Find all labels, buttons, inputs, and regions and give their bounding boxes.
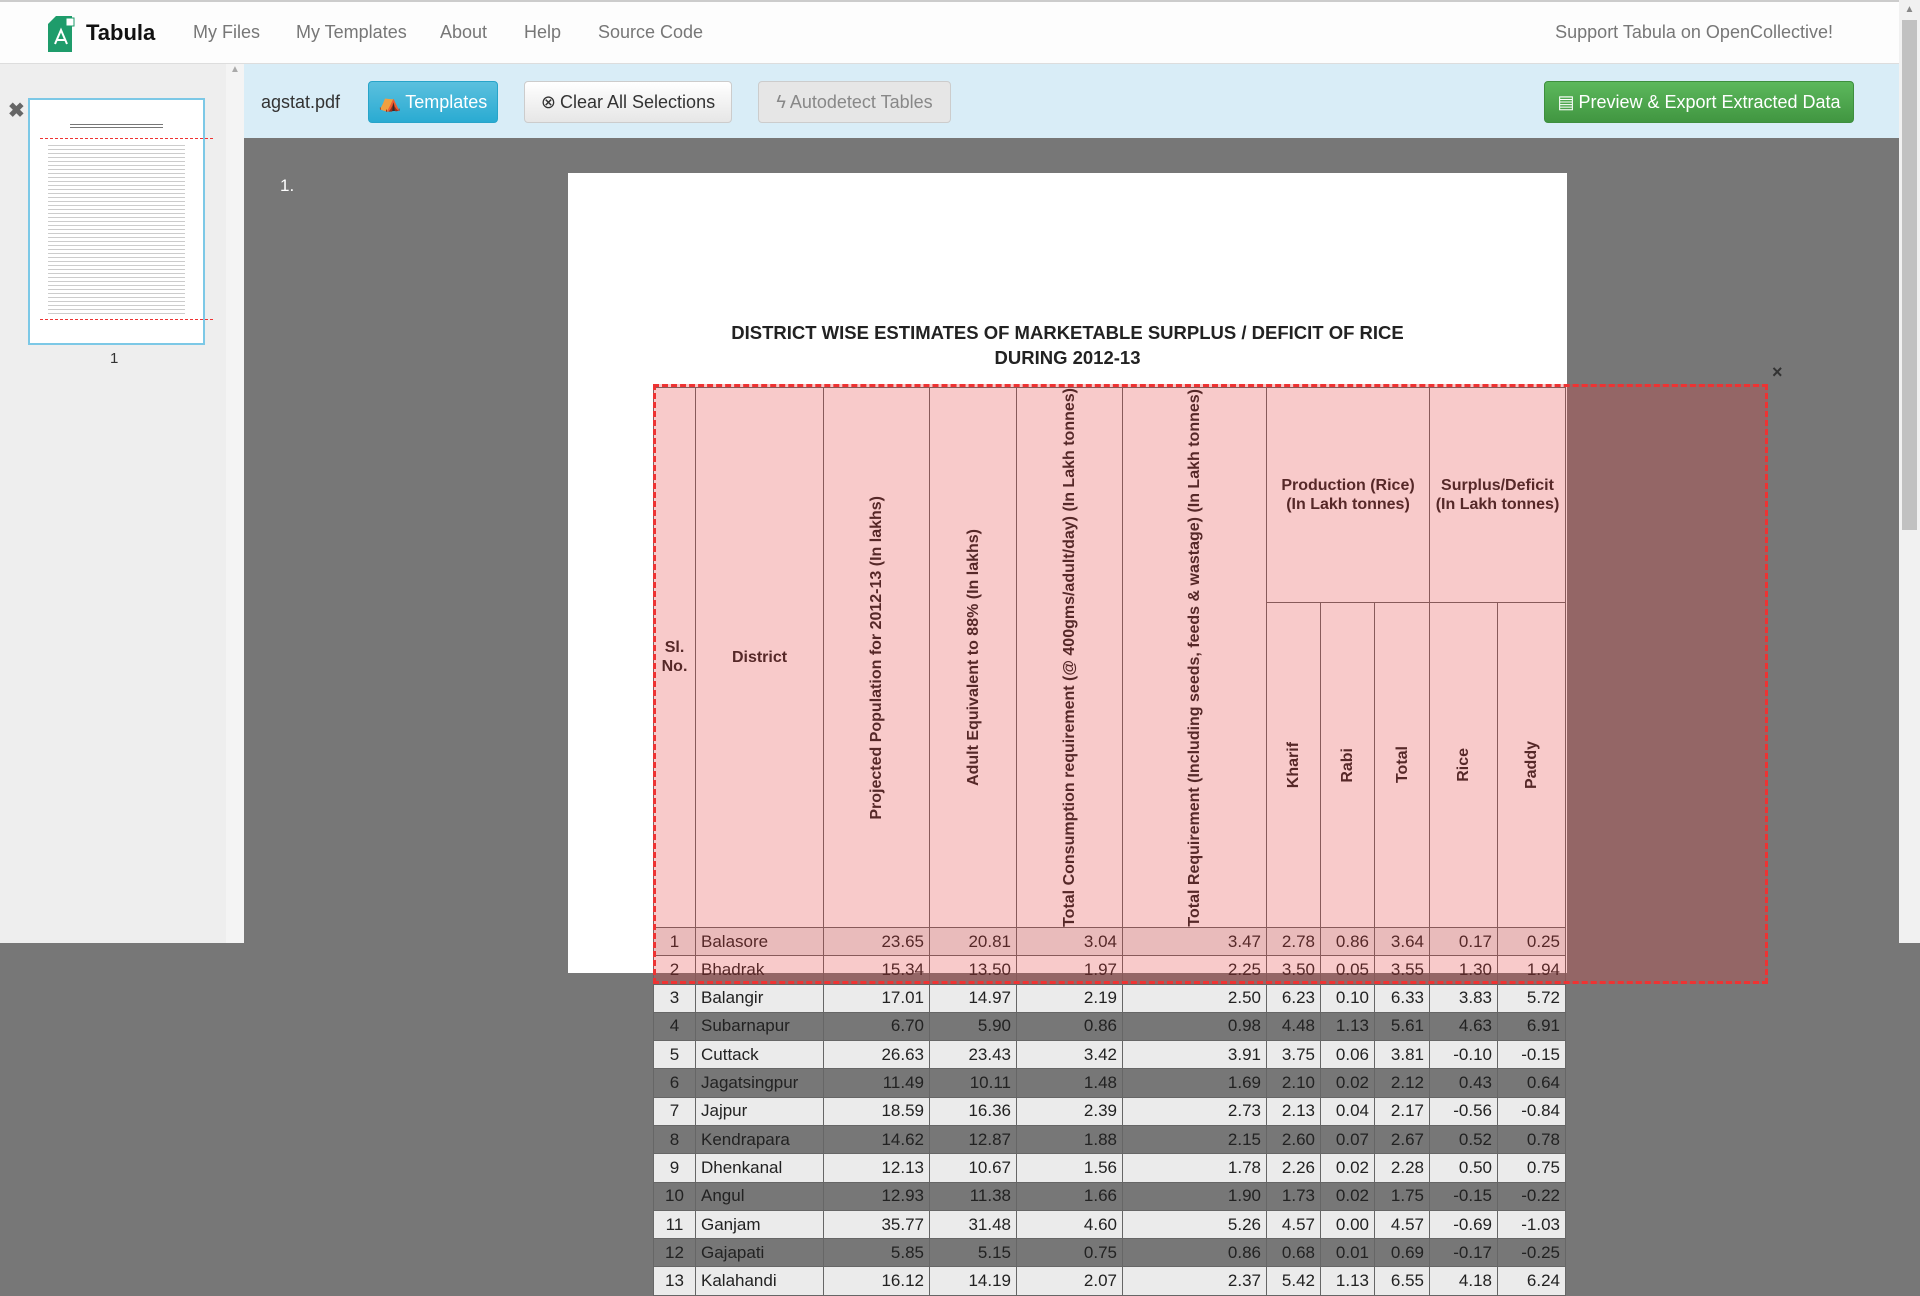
cell-sl: 11 xyxy=(654,1210,696,1238)
cell-sl: 10 xyxy=(654,1182,696,1210)
cell-value: 2.10 xyxy=(1267,1069,1321,1097)
cell-value: -0.15 xyxy=(1498,1041,1566,1069)
cell-sl: 2 xyxy=(654,956,696,984)
page-thumbnail[interactable] xyxy=(28,98,205,345)
cell-value: 14.97 xyxy=(930,984,1017,1012)
cell-district: Kalahandi xyxy=(696,1267,824,1295)
cell-value: 0.64 xyxy=(1498,1069,1566,1097)
autodetect-label: Autodetect Tables xyxy=(789,91,933,112)
cell-sl: 4 xyxy=(654,1012,696,1040)
cell-value: 0.02 xyxy=(1321,1069,1375,1097)
cell-value: 0.06 xyxy=(1321,1041,1375,1069)
cell-district: Jajpur xyxy=(696,1097,824,1125)
header-rice: Rice xyxy=(1430,602,1498,927)
cell-value: 4.18 xyxy=(1430,1267,1498,1295)
cell-value: 0.78 xyxy=(1498,1125,1566,1153)
cell-value: 23.43 xyxy=(930,1041,1017,1069)
cell-value: 0.25 xyxy=(1498,927,1566,955)
cell-value: 3.75 xyxy=(1267,1041,1321,1069)
cell-value: 2.73 xyxy=(1123,1097,1267,1125)
cell-value: 1.78 xyxy=(1123,1154,1267,1182)
cell-value: 5.85 xyxy=(824,1239,930,1267)
cell-value: 2.39 xyxy=(1017,1097,1123,1125)
header-requirement: Total Requirement (Including seeds, feeds & wastage) (In Lakh tonnes) xyxy=(1123,388,1267,928)
cell-value: 5.72 xyxy=(1498,984,1566,1012)
cell-value: 6.91 xyxy=(1498,1012,1566,1040)
cell-value: 12.13 xyxy=(824,1154,930,1182)
cell-value: -0.22 xyxy=(1498,1182,1566,1210)
cell-sl: 3 xyxy=(654,984,696,1012)
cell-value: 2.12 xyxy=(1375,1069,1430,1097)
cell-value: 0.86 xyxy=(1123,1239,1267,1267)
cell-value: 16.12 xyxy=(824,1267,930,1295)
cell-value: 6.55 xyxy=(1375,1267,1430,1295)
cell-value: 5.61 xyxy=(1375,1012,1430,1040)
cell-value: 3.50 xyxy=(1267,956,1321,984)
templates-button[interactable] xyxy=(368,81,498,123)
nav-source-code[interactable]: Source Code xyxy=(598,22,704,42)
cell-value: 1.88 xyxy=(1017,1125,1123,1153)
templates-icon: ⛺ xyxy=(378,91,402,112)
cell-value: 15.34 xyxy=(824,956,930,984)
cell-value: 5.42 xyxy=(1267,1267,1321,1295)
title-line-2: DURING 2012-13 xyxy=(994,347,1141,368)
cell-value: 13.50 xyxy=(930,956,1017,984)
cell-district: Ganjam xyxy=(696,1210,824,1238)
cell-value: 6.70 xyxy=(824,1012,930,1040)
cell-sl: 13 xyxy=(654,1267,696,1295)
cell-value: 0.43 xyxy=(1430,1069,1498,1097)
cell-value: 14.19 xyxy=(930,1267,1017,1295)
cell-value: 5.90 xyxy=(930,1012,1017,1040)
cell-value: 0.10 xyxy=(1321,984,1375,1012)
title-line-1: DISTRICT WISE ESTIMATES OF MARKETABLE SURPLUS / DEFICIT OF RICE xyxy=(731,322,1404,343)
cell-sl: 12 xyxy=(654,1239,696,1267)
cell-value: -0.17 xyxy=(1430,1239,1498,1267)
export-label: Preview & Export Extracted Data xyxy=(1578,91,1841,112)
close-icon[interactable]: ✖ xyxy=(8,100,25,122)
table-row xyxy=(654,1069,1566,1097)
header-production: Production (Rice) (In Lakh tonnes) xyxy=(1267,388,1430,603)
nav-help[interactable]: Help xyxy=(524,22,562,42)
support-link[interactable]: Support Tabula on OpenCollective! xyxy=(1555,22,1833,42)
cell-value: 10.11 xyxy=(930,1069,1017,1097)
cell-value: 0.86 xyxy=(1321,927,1375,955)
header-consumption: Total Consumption requirement (@ 400gms/adult/day) (In Lakh tonnes) xyxy=(1017,388,1123,928)
cell-value: 2.07 xyxy=(1017,1267,1123,1295)
cell-value: 1.75 xyxy=(1375,1182,1430,1210)
cell-value: 1.97 xyxy=(1017,956,1123,984)
cell-value: 23.65 xyxy=(824,927,930,955)
preview-export-button[interactable] xyxy=(1544,81,1854,123)
cell-value: 1.69 xyxy=(1123,1069,1267,1097)
cell-value: 1.30 xyxy=(1430,956,1498,984)
document-title xyxy=(568,320,1567,370)
cell-value: 2.37 xyxy=(1123,1267,1267,1295)
header-kharif: Kharif xyxy=(1267,602,1321,927)
cell-value: 11.49 xyxy=(824,1069,930,1097)
cell-value: 10.67 xyxy=(930,1154,1017,1182)
cell-value: 1.13 xyxy=(1321,1012,1375,1040)
scroll-up-icon[interactable]: ▲ xyxy=(230,64,240,75)
cell-value: 4.57 xyxy=(1375,1210,1430,1238)
cell-district: Cuttack xyxy=(696,1041,824,1069)
cell-value: 3.91 xyxy=(1123,1041,1267,1069)
cell-value: 0.86 xyxy=(1017,1012,1123,1040)
table-row xyxy=(654,1182,1566,1210)
cell-value: -0.15 xyxy=(1430,1182,1498,1210)
header-total: Total xyxy=(1375,602,1430,927)
cell-district: Kendrapara xyxy=(696,1125,824,1153)
scroll-up-icon[interactable]: ▲ xyxy=(1904,4,1915,15)
header-surplus: Surplus/Deficit (In Lakh tonnes) xyxy=(1430,388,1566,603)
cell-value: 31.48 xyxy=(930,1210,1017,1238)
table-row xyxy=(654,1267,1566,1295)
cell-value: 1.94 xyxy=(1498,956,1566,984)
nav-about[interactable]: About xyxy=(440,22,488,42)
cell-district: Balangir xyxy=(696,984,824,1012)
cell-sl: 7 xyxy=(654,1097,696,1125)
cell-value: 2.19 xyxy=(1017,984,1123,1012)
cell-district: Angul xyxy=(696,1182,824,1210)
nav-my-files[interactable]: My Files xyxy=(193,22,260,42)
cell-value: 0.98 xyxy=(1123,1012,1267,1040)
cell-value: 20.81 xyxy=(930,927,1017,955)
cell-value: -0.56 xyxy=(1430,1097,1498,1125)
nav-my-templates[interactable]: My Templates xyxy=(296,22,407,42)
flash-icon: ϟ xyxy=(776,91,786,112)
cell-value: 0.50 xyxy=(1430,1154,1498,1182)
cell-district: Balasore xyxy=(696,927,824,955)
cell-value: 2.17 xyxy=(1375,1097,1430,1125)
selection-close-icon[interactable]: × xyxy=(1772,362,1783,382)
cell-value: 11.38 xyxy=(930,1182,1017,1210)
cell-value: 1.73 xyxy=(1267,1182,1321,1210)
cell-value: 4.57 xyxy=(1267,1210,1321,1238)
cell-value: 14.62 xyxy=(824,1125,930,1153)
header-rabi: Rabi xyxy=(1321,602,1375,927)
cell-value: 0.69 xyxy=(1375,1239,1430,1267)
cell-value: 3.83 xyxy=(1430,984,1498,1012)
cell-value: 17.01 xyxy=(824,984,930,1012)
cell-value: 0.04 xyxy=(1321,1097,1375,1125)
table-row xyxy=(654,1210,1566,1238)
clear-all-selections-button[interactable] xyxy=(524,81,732,123)
cell-value: -0.25 xyxy=(1498,1239,1566,1267)
cell-value: 2.26 xyxy=(1267,1154,1321,1182)
cell-value: 0.05 xyxy=(1321,956,1375,984)
page-label: 1. xyxy=(280,176,295,195)
clear-label: Clear All Selections xyxy=(560,91,716,112)
cell-value: -0.69 xyxy=(1430,1210,1498,1238)
cell-sl: 5 xyxy=(654,1041,696,1069)
cell-district: Dhenkanal xyxy=(696,1154,824,1182)
table-selection[interactable] xyxy=(653,384,1768,984)
remove-circle-icon: ⊗ xyxy=(540,91,556,112)
tabula-logo-icon[interactable] xyxy=(46,16,76,52)
header-adult: Adult Equivalent to 88% (In lakhs) xyxy=(930,388,1017,928)
header-population: Projected Population for 2012-13 (In lakhs) xyxy=(824,388,930,928)
cell-sl: 6 xyxy=(654,1069,696,1097)
cell-value: 3.42 xyxy=(1017,1041,1123,1069)
cell-value: 0.75 xyxy=(1498,1154,1566,1182)
table-row xyxy=(654,1154,1566,1182)
cell-value: 4.48 xyxy=(1267,1012,1321,1040)
cell-value: 0.75 xyxy=(1017,1239,1123,1267)
cell-value: 2.13 xyxy=(1267,1097,1321,1125)
templates-label: Templates xyxy=(405,91,488,112)
cell-value: 26.63 xyxy=(824,1041,930,1069)
cell-sl: 9 xyxy=(654,1154,696,1182)
cell-district: Subarnapur xyxy=(696,1012,824,1040)
cell-value: 1.13 xyxy=(1321,1267,1375,1295)
cell-value: 4.60 xyxy=(1017,1210,1123,1238)
cell-value: 0.68 xyxy=(1267,1239,1321,1267)
filename: agstat.pdf xyxy=(261,92,341,112)
table-row xyxy=(654,1012,1566,1040)
cell-value: 1.56 xyxy=(1017,1154,1123,1182)
cell-value: 1.90 xyxy=(1123,1182,1267,1210)
cell-value: 3.47 xyxy=(1123,927,1267,955)
cell-value: 0.07 xyxy=(1321,1125,1375,1153)
cell-sl: 1 xyxy=(654,927,696,955)
cell-value: 0.02 xyxy=(1321,1182,1375,1210)
cell-value: 2.25 xyxy=(1123,956,1267,984)
cell-value: 2.28 xyxy=(1375,1154,1430,1182)
header-district: District xyxy=(696,388,824,928)
brand[interactable]: Tabula xyxy=(86,20,156,45)
cell-value: 3.04 xyxy=(1017,927,1123,955)
cell-value: 0.17 xyxy=(1430,927,1498,955)
cell-value: 1.66 xyxy=(1017,1182,1123,1210)
cell-value: 0.00 xyxy=(1321,1210,1375,1238)
scrollbar-thumb[interactable] xyxy=(1902,20,1917,530)
cell-value: 3.81 xyxy=(1375,1041,1430,1069)
cell-district: Gajapati xyxy=(696,1239,824,1267)
cell-value: 35.77 xyxy=(824,1210,930,1238)
cell-value: 0.02 xyxy=(1321,1154,1375,1182)
cell-value: 1.48 xyxy=(1017,1069,1123,1097)
cell-value: 2.15 xyxy=(1123,1125,1267,1153)
thumbnail-page-number: 1 xyxy=(110,350,119,367)
table-row xyxy=(654,1097,1566,1125)
cell-value: 5.15 xyxy=(930,1239,1017,1267)
cell-value: 4.63 xyxy=(1430,1012,1498,1040)
cell-value: 2.60 xyxy=(1267,1125,1321,1153)
cell-district: Bhadrak xyxy=(696,956,824,984)
page-scrollbar[interactable] xyxy=(1899,0,1920,943)
cell-value: 6.23 xyxy=(1267,984,1321,1012)
cell-value: 2.67 xyxy=(1375,1125,1430,1153)
table-row xyxy=(654,984,1566,1012)
cell-value: 16.36 xyxy=(930,1097,1017,1125)
cell-sl: 8 xyxy=(654,1125,696,1153)
navbar xyxy=(0,0,1899,64)
table-row xyxy=(654,1239,1566,1267)
header-paddy: Paddy xyxy=(1498,602,1566,927)
cell-value: 3.64 xyxy=(1375,927,1430,955)
cell-value: 18.59 xyxy=(824,1097,930,1125)
cell-value: 0.01 xyxy=(1321,1239,1375,1267)
cell-value: 0.52 xyxy=(1430,1125,1498,1153)
table-row xyxy=(654,1041,1566,1069)
cell-value: 5.26 xyxy=(1123,1210,1267,1238)
cell-value: 12.87 xyxy=(930,1125,1017,1153)
cell-district: Jagatsingpur xyxy=(696,1069,824,1097)
cell-value: 3.55 xyxy=(1375,956,1430,984)
table-row xyxy=(654,1125,1566,1153)
cell-value: -0.10 xyxy=(1430,1041,1498,1069)
sidebar-scrollbar[interactable] xyxy=(226,64,244,943)
header-sl-no: Sl. No. xyxy=(654,388,696,928)
cell-value: 2.78 xyxy=(1267,927,1321,955)
cell-value: 2.50 xyxy=(1123,984,1267,1012)
cell-value: -1.03 xyxy=(1498,1210,1566,1238)
autodetect-tables-button[interactable] xyxy=(758,81,951,123)
cell-value: 6.24 xyxy=(1498,1267,1566,1295)
cell-value: 12.93 xyxy=(824,1182,930,1210)
cell-value: -0.84 xyxy=(1498,1097,1566,1125)
list-icon: ▤ xyxy=(1557,91,1575,112)
cell-value: 6.33 xyxy=(1375,984,1430,1012)
